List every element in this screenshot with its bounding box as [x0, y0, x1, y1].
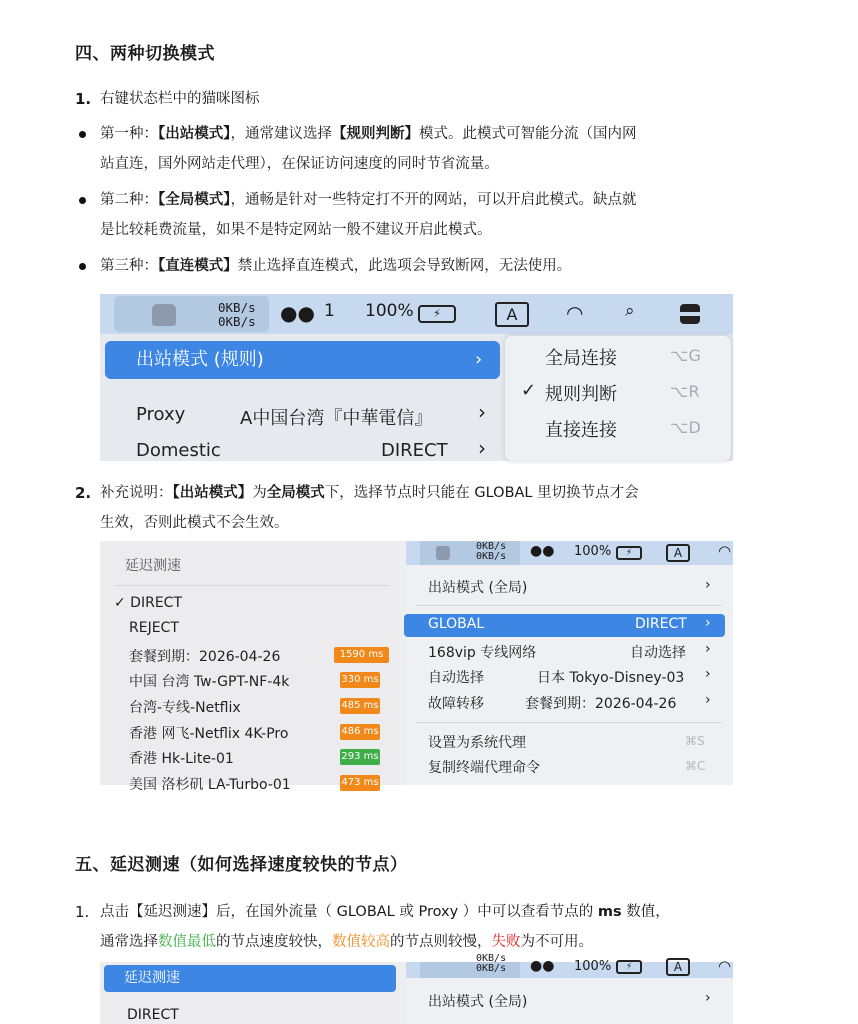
- battery-charging-icon: ⚡: [418, 305, 456, 323]
- menu-item-failover-value: 套餐到期：2026-04-26: [525, 696, 677, 712]
- shortcut-label: ⌥D: [670, 418, 701, 437]
- latency-badge: 473 ms: [340, 775, 380, 791]
- menu-screenshot-latency-test: [100, 953, 733, 1024]
- battery-percent: 100%: [574, 544, 612, 559]
- divider: [114, 585, 390, 586]
- menu-bar: [406, 541, 733, 565]
- menu-screenshot-latency: [100, 541, 733, 793]
- wifi-icon[interactable]: ◠: [718, 957, 732, 975]
- menu-item-global-value: DIRECT: [635, 616, 687, 632]
- list-item[interactable]: 中国 台湾 Tw-GPT-NF-4k: [129, 674, 290, 690]
- list-item[interactable]: 台湾-专线-Netflix: [129, 700, 241, 716]
- divider: [416, 605, 722, 606]
- menu-bar: [100, 294, 733, 334]
- menu-item-outbound-mode[interactable]: 出站模式 (规则) ›: [105, 341, 500, 379]
- latency-test-header[interactable]: 延迟测速: [104, 965, 396, 992]
- wechat-icon[interactable]: ●●: [530, 958, 555, 974]
- bullet-paragraph: 第二种：【全局模式】，通畅是针对一些特定打不开的网站，可以开启此模式。缺点就 是比较耗费流量，如果不是特定网站一般不建议开启此模式。: [100, 192, 637, 238]
- speed-readout: 0KB/s 0KB/s: [218, 300, 256, 329]
- latency-badge: 485 ms: [340, 698, 380, 714]
- chevron-right-icon: ›: [705, 641, 711, 657]
- submenu-item-rule[interactable]: 规则判断: [545, 384, 617, 405]
- bullet-dot: [79, 263, 86, 270]
- menu-item-failover[interactable]: 故障转移: [428, 696, 484, 712]
- wechat-icon[interactable]: ●●: [530, 543, 555, 559]
- cat-icon: [436, 546, 450, 560]
- search-icon[interactable]: ⌕: [625, 301, 635, 321]
- mode-submenu: [505, 336, 731, 461]
- menu-item-vip[interactable]: 168vip 专线网络: [428, 645, 537, 661]
- menu-item-vip-value: 自动选择: [630, 645, 686, 661]
- menu-item-proxy-value: A中国台湾『中華電信』: [240, 408, 433, 429]
- battery-charging-icon: ⚡: [616, 546, 642, 560]
- proxy-list-panel: [100, 541, 400, 793]
- list-item[interactable]: 香港 网飞-Netflix 4K-Pro: [129, 726, 289, 742]
- chevron-right-icon: ›: [478, 436, 486, 460]
- bullet-paragraph: 第一种：【出站模式】，通常建议选择【规则判断】模式。此模式可智能分流（国内网 站直连，国外网站走代理），在保证访问速度的同时节省流量。: [100, 126, 637, 172]
- speed-readout: 0KB/s 0KB/s: [476, 953, 507, 974]
- list-item[interactable]: 香港 Hk-Lite-01: [129, 751, 234, 767]
- menu-item-set-system-proxy[interactable]: 设置为系统代理: [428, 735, 526, 751]
- shortcut-label: ⌘C: [685, 759, 706, 773]
- list-item[interactable]: ✓ DIRECT: [114, 595, 182, 611]
- bullet-paragraph: 第三种：【直连模式】禁止选择直连模式，此选项会导致断网，无法使用。: [100, 258, 572, 274]
- menu-screenshot-mode: [100, 294, 733, 461]
- input-method-icon[interactable]: A: [666, 958, 690, 976]
- chevron-right-icon: ›: [705, 615, 711, 631]
- list-item[interactable]: 套餐到期：2026-04-26: [129, 649, 281, 665]
- menu-item-auto[interactable]: 自动选择: [428, 670, 484, 686]
- submenu-item-global[interactable]: 全局连接: [545, 348, 617, 369]
- menu-item-domestic[interactable]: Domestic: [136, 440, 221, 461]
- bullet-dot: [79, 131, 86, 138]
- control-center-icon[interactable]: [680, 304, 700, 324]
- shortcut-label: ⌘S: [685, 734, 705, 748]
- list-item-text: 点击【延迟测速】后，在国外流量（ GLOBAL 或 Proxy ）中可以查看节点的 ms 数值， 通常选择数值最低的节点速度较快，数值较高的节点则较慢，失败为不可用。: [100, 904, 670, 950]
- menu-item-global[interactable]: GLOBAL: [428, 616, 485, 632]
- chevron-right-icon: ›: [705, 692, 711, 708]
- chevron-right-icon: ›: [705, 666, 711, 682]
- input-method-icon[interactable]: A: [666, 544, 690, 562]
- cat-status-item[interactable]: [114, 296, 269, 332]
- list-item-text: 右键状态栏中的猫咪图标: [100, 91, 260, 107]
- checkmark-icon: ✓: [521, 380, 537, 401]
- battery-percent: 100%: [365, 301, 414, 321]
- shortcut-label: ⌥R: [670, 382, 700, 401]
- latency-badge: 1590 ms: [334, 647, 389, 663]
- menu-item-outbound-mode[interactable]: 出站模式 (全局): [428, 994, 528, 1010]
- bullet-dot: [79, 197, 86, 204]
- latency-badge: 486 ms: [340, 724, 380, 740]
- menu-bar: [406, 953, 733, 978]
- latency-badge: 293 ms: [340, 749, 380, 765]
- menu-item-copy-command[interactable]: 复制终端代理命令: [428, 760, 540, 776]
- battery-percent: 100%: [574, 959, 612, 974]
- wechat-count: 1: [324, 301, 335, 321]
- list-item[interactable]: 美国 洛杉矶 LA-Turbo-01: [129, 777, 291, 793]
- latency-badge: 330 ms: [340, 672, 380, 688]
- chevron-right-icon: ›: [475, 349, 483, 370]
- cat-icon: [152, 304, 176, 326]
- wifi-icon[interactable]: ◠: [718, 542, 732, 560]
- wechat-icon[interactable]: ●●: [280, 301, 315, 325]
- section-title: 四、两种切换模式: [75, 44, 215, 64]
- list-number: 2.: [75, 484, 92, 502]
- list-item[interactable]: REJECT: [129, 620, 179, 636]
- speed-readout: 0KB/s 0KB/s: [476, 541, 507, 562]
- wifi-icon[interactable]: ◠: [566, 301, 584, 325]
- submenu-item-direct[interactable]: 直接连接: [545, 420, 617, 441]
- shortcut-label: ⌥G: [670, 346, 701, 365]
- battery-charging-icon: ⚡: [616, 960, 642, 974]
- list-item[interactable]: DIRECT: [127, 1007, 179, 1023]
- input-method-icon[interactable]: A: [495, 302, 529, 327]
- list-number: 1.: [75, 90, 92, 108]
- latency-test-header[interactable]: 延迟测速: [125, 558, 181, 574]
- chevron-right-icon: ›: [478, 400, 486, 424]
- section-title: 五、延迟测速（如何选择速度较快的节点）: [75, 855, 408, 875]
- list-item-text: 补充说明：【出站模式】为全局模式下，选择节点时只能在 GLOBAL 里切换节点才会 生效，否则此模式不会生效。: [100, 485, 639, 531]
- menu-item-auto-value: 日本 Tokyo-Disney-03: [537, 670, 685, 686]
- divider: [416, 722, 722, 723]
- menu-item-domestic-value: DIRECT: [381, 440, 448, 461]
- menu-item-outbound-mode[interactable]: 出站模式 (全局): [428, 580, 528, 596]
- chevron-right-icon: ›: [705, 990, 711, 1006]
- list-number: 1.: [75, 903, 90, 921]
- menu-item-proxy[interactable]: Proxy: [136, 404, 186, 425]
- chevron-right-icon: ›: [705, 577, 711, 593]
